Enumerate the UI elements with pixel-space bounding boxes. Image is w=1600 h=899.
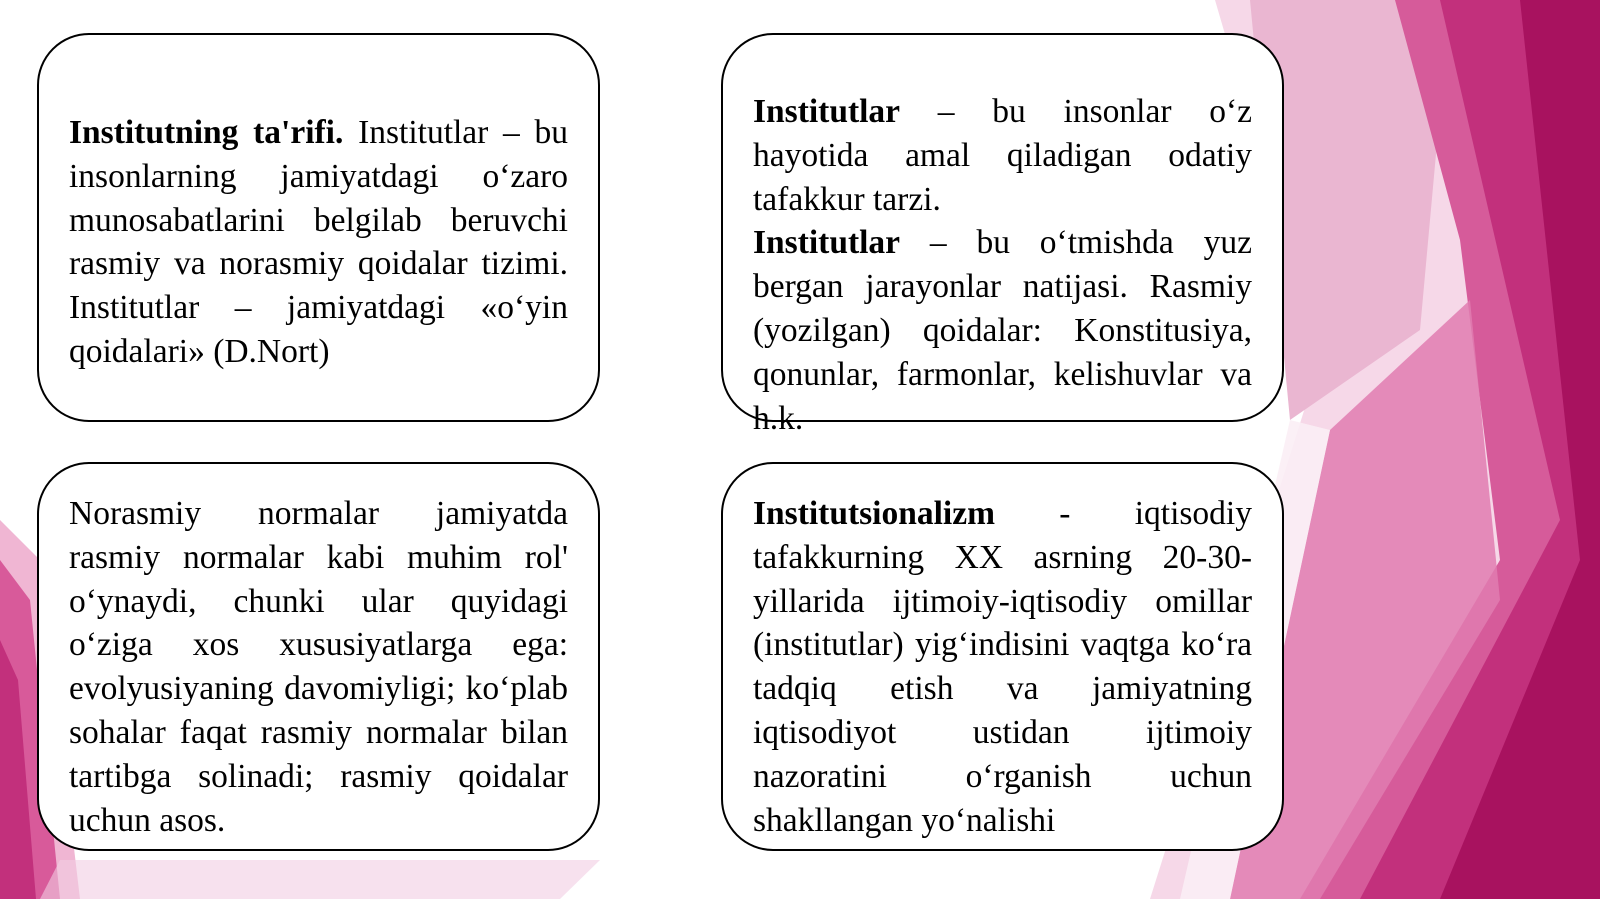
institutions-box [721,33,1284,437]
institutions-body-1: – bu insonlar o‘z hayotida amal qiladigan odatiy tafakkur tarzi. [753,93,1252,218]
definition-term: Institutning ta'rifi. [69,114,344,151]
institutionalism-term: Institutsionalizm [753,495,995,532]
institutionalism-box [721,462,1284,851]
definition-box [37,33,600,422]
definition-body: Institutlar – bu insonlarning jamiyatdagi o‘zaro munosabatlarini belgilab beruvchi rasmiy va norasmiy qoidalar tizimi. Institutlar – jamiyatdagi «o‘yin qoidalari» (D.Nort) [69,114,568,370]
institutions-term-1: Institutlar [753,93,901,130]
institutionalism-body: - iqtisodiy tafakkurning XX asrning 20-30-yillarida ijtimoiy-iqtisodiy omillar (institutlar) yig‘indisini vaqtga ko‘ra tadqiq etish va jamiyatning iqtisodiyot ustidan ijtimoiy nazoratini o‘rganish uchun shakllangan yo‘nalishi [753,495,1252,839]
institutionalism-text [753,492,1252,842]
bg-facet-bottom [40,860,600,899]
institutions-text-1 [753,90,1252,221]
institutions-body-2: – bu o‘tmishda yuz bergan jarayonlar natijasi. Rasmiy (yozilgan) qoidalar: Konstitusiya, qonunlar, farmonlar, kelishuvlar va h.k. [753,224,1252,437]
informal-norms-text: Norasmiy normalar jamiyatda rasmiy normalar kabi muhim rol' o‘ynaydi, chunki ular quyidagi o‘ziga xos xususiyatlarga ega: evolyusiyaning davomiyligi; ko‘plab sohalar faqat rasmiy normalar bilan tartibga solinadi; rasmiy qoidalar uchun asos. [69,495,568,839]
definition-text [69,111,568,374]
institutions-text-2 [753,221,1252,440]
institutions-term-2: Institutlar [753,224,901,262]
informal-norms-box [37,462,600,851]
